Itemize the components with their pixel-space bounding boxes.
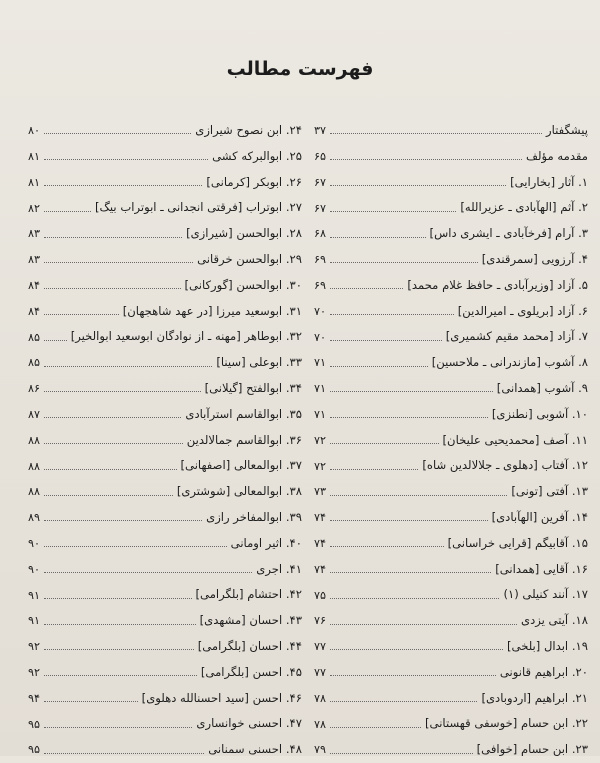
toc-entry-title: ۳۶. ابوالقاسم جمالالدین (186, 432, 302, 447)
dot-leader (44, 598, 191, 599)
toc-entry (28, 324, 302, 350)
toc-entry (314, 453, 588, 479)
toc-entry (314, 170, 588, 196)
toc-entry (314, 273, 588, 299)
toc-entry-title: ۴۲. احتشام [بلگرامی] (195, 587, 302, 602)
toc-entry-page-number: ۸۷ (28, 408, 41, 422)
dot-leader (330, 753, 473, 754)
toc-entry-page-number: ۹۰ (28, 562, 41, 576)
toc-entry-page-number: ۷۱ (314, 382, 327, 396)
toc-entry-title: ۴۰. اثیر اومانی (230, 535, 302, 550)
toc-entry-page-number: ۹۱ (28, 614, 41, 628)
toc-entry (314, 505, 588, 531)
toc-entry-page-number: ۶۷ (314, 201, 327, 215)
toc-column-left (28, 118, 302, 763)
dot-leader (330, 701, 477, 702)
toc-entry-title: ۴۵. احسن [بلگرامی] (200, 664, 302, 679)
dot-leader (44, 211, 91, 212)
dot-leader (330, 185, 506, 186)
toc-entry-title: ۶. آزاد [بریلوی ـ امیرالدین] (457, 303, 588, 318)
toc-entry-page-number: ۶۵ (314, 150, 327, 164)
toc-entry-title: ۳۹. ابوالمفاخر رازی (206, 510, 302, 525)
toc-entry (314, 350, 588, 376)
toc-entry-title: مقدمه مؤلف (525, 148, 588, 163)
toc-entry-page-number: ۸۸ (28, 485, 41, 499)
toc-entry-page-number: ۶۹ (314, 279, 327, 293)
toc-entry (28, 299, 302, 325)
toc-entry (28, 634, 302, 660)
toc-entry-title: ۴. آرزویی [سمرقندی] (481, 252, 588, 267)
toc-entry-title: ۲۴. ابن نصوح شیرازی (195, 123, 302, 138)
toc-entry-page-number: ۹۰ (28, 537, 41, 551)
dot-leader (44, 753, 204, 754)
toc-entry (314, 608, 588, 634)
toc-entry-title: ۷. آزاد [محمد مقیم کشمیری] (445, 329, 588, 344)
toc-entry (28, 144, 302, 170)
toc-entry-page-number: ۷۸ (314, 717, 327, 731)
toc-entry-page-number: ۹۵ (28, 717, 41, 731)
toc-entry-page-number: ۹۲ (28, 666, 41, 680)
toc-entry (314, 686, 588, 712)
dot-leader (330, 288, 403, 289)
toc-entry-title: ۱۰. آشوبی [نطنزی] (491, 406, 588, 421)
toc-entry-page-number: ۸۹ (28, 511, 41, 525)
toc-entry-page-number: ۷۴ (314, 511, 327, 525)
toc-entry-page-number: ۶۹ (314, 253, 327, 267)
toc-entry-title: ۲۵. ابوالبرکه کشی (212, 148, 302, 163)
toc-entry-page-number: ۷۰ (314, 304, 327, 318)
toc-entry-title: ۳۴. ابوالفتح [گیلانی] (204, 381, 302, 396)
toc-entry (28, 686, 302, 712)
toc-entry-title: ۲۹. ابوالحسن خرقانی (197, 252, 302, 267)
toc-entry-title: ۳. آرام [فرخآبادی ـ ایشری داس] (429, 226, 588, 241)
toc-entry-page-number: ۷۵ (314, 588, 327, 602)
toc-entry (314, 324, 588, 350)
toc-entry-title: ۱۲. آفتاب [دهلوی ـ جلالالدین شاه] (422, 458, 588, 473)
dot-leader (44, 391, 201, 392)
dot-leader (44, 314, 119, 315)
dot-leader (330, 391, 493, 392)
dot-leader (44, 675, 197, 676)
toc-entry (314, 221, 588, 247)
toc-entry (314, 195, 588, 221)
dot-leader (44, 133, 191, 134)
toc-entry (314, 144, 588, 170)
dot-leader (44, 340, 67, 341)
toc-entry (28, 273, 302, 299)
dot-leader (44, 495, 173, 496)
toc-entry-page-number: ۸۸ (28, 459, 41, 473)
toc-entry-title: ۳۷. ابوالمعالی [اصفهانی] (180, 458, 302, 473)
dot-leader (330, 133, 542, 134)
toc-entry-title: ۲۷. ابوتراب [فرقتی انجدانی ـ ابوتراب بیگ] (95, 200, 302, 215)
toc-entry-page-number: ۷۴ (314, 562, 327, 576)
dot-leader (330, 469, 418, 470)
toc-entry (28, 737, 302, 763)
toc-entry-title: ۴۷. احسنی خوانساری (196, 716, 302, 731)
dot-leader (44, 366, 212, 367)
toc-entry-title: ۴۳. احسان [مشهدی] (199, 613, 302, 628)
toc-entry-title: ۴۸. احسنی سمنانی (208, 742, 302, 757)
toc-entry-page-number: ۶۷ (314, 175, 327, 189)
dot-leader (330, 417, 488, 418)
toc-entry (314, 531, 588, 557)
page-title: فهرست مطالب (226, 58, 374, 80)
dot-leader (330, 546, 444, 547)
dot-leader (330, 624, 517, 625)
dot-leader (330, 237, 426, 238)
toc-entry-page-number: ۷۸ (314, 691, 327, 705)
toc-entry-title: ۱۸. آیتی یزدی (521, 613, 588, 628)
dot-leader (44, 443, 183, 444)
toc-entry-page-number: ۷۷ (314, 640, 327, 654)
toc-entry (28, 118, 302, 144)
toc-entry-title: ۲. آثم [الهآبادی ـ عزیرالله] (460, 200, 588, 215)
dot-leader (44, 185, 202, 186)
dot-leader (330, 366, 428, 367)
toc-entry-title: ۳۳. ابوعلی [سینا] (216, 355, 302, 370)
toc-entry-page-number: ۸۲ (28, 201, 41, 215)
toc-entry-title: ۳۰. ابوالحسن [گورکانی] (184, 277, 302, 292)
toc-entry-page-number: ۹۴ (28, 691, 41, 705)
toc-entry (28, 195, 302, 221)
toc-entry (28, 531, 302, 557)
toc-entry-page-number: ۷۲ (314, 459, 327, 473)
toc-entry-title: ۴۱. اجری (256, 561, 302, 576)
toc-entry-page-number: ۹۵ (28, 743, 41, 757)
dot-leader (330, 727, 421, 728)
dot-leader (330, 572, 491, 573)
toc-entry-title: ۳۵. ابوالقاسم استرآبادی (185, 406, 302, 421)
toc-entry-page-number: ۷۰ (314, 330, 327, 344)
toc-entry (314, 711, 588, 737)
toc-entry-page-number: ۷۶ (314, 614, 327, 628)
toc-entry (28, 479, 302, 505)
toc-entry (314, 660, 588, 686)
toc-entry (28, 582, 302, 608)
toc-entry (28, 221, 302, 247)
toc-entry-title: ۱۷. آنند کنیلی (۱) (503, 587, 588, 602)
toc-entry (28, 247, 302, 273)
toc-entry-title: پیشگفتار (546, 123, 588, 138)
toc-entry-title: ۲۲. ابن حسام [خوسفی قهستانی] (425, 716, 588, 731)
toc-entry-page-number: ۸۶ (28, 382, 41, 396)
dot-leader (330, 211, 456, 212)
toc-entry-page-number: ۶۸ (314, 227, 327, 241)
toc-entry-title: ۲۶. ابوبکر [کرمانی] (206, 174, 302, 189)
toc-entry (28, 608, 302, 634)
toc-entry-title: ۱۵. آقابیگم [قرایی خراسانی] (447, 535, 588, 550)
dot-leader (44, 159, 208, 160)
toc-entry-page-number: ۷۴ (314, 537, 327, 551)
toc-entry (314, 299, 588, 325)
toc-entry-page-number: ۷۹ (314, 743, 327, 757)
toc-entry (28, 376, 302, 402)
toc-entry-page-number: ۸۴ (28, 304, 41, 318)
toc-entry-page-number: ۷۷ (314, 666, 327, 680)
toc-entry-page-number: ۸۵ (28, 356, 41, 370)
toc-entry-page-number: ۸۳ (28, 227, 41, 241)
toc-column-right (314, 118, 588, 763)
toc-entry-title: ۱۶. آقایی [همدانی] (495, 561, 588, 576)
toc-entry-page-number: ۸۳ (28, 253, 41, 267)
dot-leader (330, 598, 499, 599)
toc-entry-page-number: ۷۳ (314, 485, 327, 499)
toc-entry-title: ۱۴. آفرین [الهآبادی] (491, 510, 588, 525)
dot-leader (330, 495, 507, 496)
toc-entry-title: ۱۹. ابدال [بلخی] (507, 639, 588, 654)
dot-leader (330, 443, 439, 444)
toc-entry-page-number: ۸۰ (28, 124, 41, 138)
dot-leader (44, 288, 181, 289)
toc-entry (314, 376, 588, 402)
toc-entry-page-number: ۸۵ (28, 330, 41, 344)
dot-leader (44, 727, 192, 728)
toc-entry-title: ۳۱. ابوسعید میرزا [در عهد شاهجهان] (122, 303, 302, 318)
toc-entry-title: ۳۲. ابوطاهر [مهنه ـ از نوادگان ابوسعید ابوالخیر] (70, 329, 302, 344)
toc-entry-title: ۴۴. احسان [بلگرامی] (197, 639, 302, 654)
toc-entry-page-number: ۳۷ (314, 124, 327, 138)
toc-entry (314, 479, 588, 505)
dot-leader (44, 624, 196, 625)
dot-leader (44, 469, 176, 470)
toc-entry (314, 402, 588, 428)
dot-leader (44, 520, 202, 521)
dot-leader (44, 572, 252, 573)
dot-leader (330, 314, 454, 315)
dot-leader (44, 546, 227, 547)
dot-leader (330, 675, 496, 676)
toc-entry-page-number: ۹۲ (28, 640, 41, 654)
toc-entry (314, 428, 588, 454)
toc-entry-title: ۱۳. آفتی [تونی] (511, 484, 588, 499)
toc-entry (314, 582, 588, 608)
toc-entry-page-number: ۹۱ (28, 588, 41, 602)
toc-entry-title: ۲۸. ابوالحسن [شیرازی] (186, 226, 302, 241)
dot-leader (44, 262, 193, 263)
toc-entry (314, 247, 588, 273)
toc-entry-page-number: ۷۱ (314, 356, 327, 370)
toc-entry-title: ۳۸. ابوالمعالی [شوشتری] (176, 484, 302, 499)
toc-entry-title: ۸. آشوب [مازندرانی ـ ملاحسین] (431, 355, 588, 370)
dot-leader (44, 649, 194, 650)
toc-entry-title: ۲۰. ابراهیم قانونی (499, 664, 588, 679)
toc-entry (28, 711, 302, 737)
toc-entry-title: ۵. آزاد [وزیرآبادی ـ حافظ غلام محمد] (407, 277, 588, 292)
dot-leader (44, 417, 181, 418)
dot-leader (44, 237, 182, 238)
toc-entry (28, 505, 302, 531)
toc-entry (314, 634, 588, 660)
toc-entry (28, 402, 302, 428)
dot-leader (330, 340, 442, 341)
dot-leader (330, 649, 503, 650)
toc-entry (28, 350, 302, 376)
toc-entry-title: ۲۱. ابراهیم [اردوبادی] (481, 690, 588, 705)
toc-entry-title: ۲۳. ابن حسام [خوافی] (476, 742, 588, 757)
toc-entry (28, 170, 302, 196)
dot-leader (44, 701, 138, 702)
toc-entry-title: ۱. آثار [بخارایی] (510, 174, 588, 189)
dot-leader (330, 262, 478, 263)
toc-entry-page-number: ۸۴ (28, 279, 41, 293)
toc-entry-title: ۱۱. آصف [محمدیحیی علیخان] (442, 432, 588, 447)
toc-entry-page-number: ۷۲ (314, 433, 327, 447)
dot-leader (330, 159, 522, 160)
toc-entry-title: ۹. آشوب [همدانی] (496, 381, 588, 396)
toc-entry (28, 428, 302, 454)
toc-entry-page-number: ۷۱ (314, 408, 327, 422)
toc-entry-page-number: ۸۱ (28, 175, 41, 189)
toc-entry (28, 557, 302, 583)
dot-leader (330, 520, 488, 521)
toc-entry-page-number: ۸۱ (28, 150, 41, 164)
toc-entry (314, 118, 588, 144)
toc-entry (314, 737, 588, 763)
toc-entry (28, 660, 302, 686)
toc-entry (28, 453, 302, 479)
toc-entry-page-number: ۸۸ (28, 433, 41, 447)
toc-entry-title: ۴۶. احسن [سید احسنالله دهلوی] (141, 690, 302, 705)
toc-entry (314, 557, 588, 583)
